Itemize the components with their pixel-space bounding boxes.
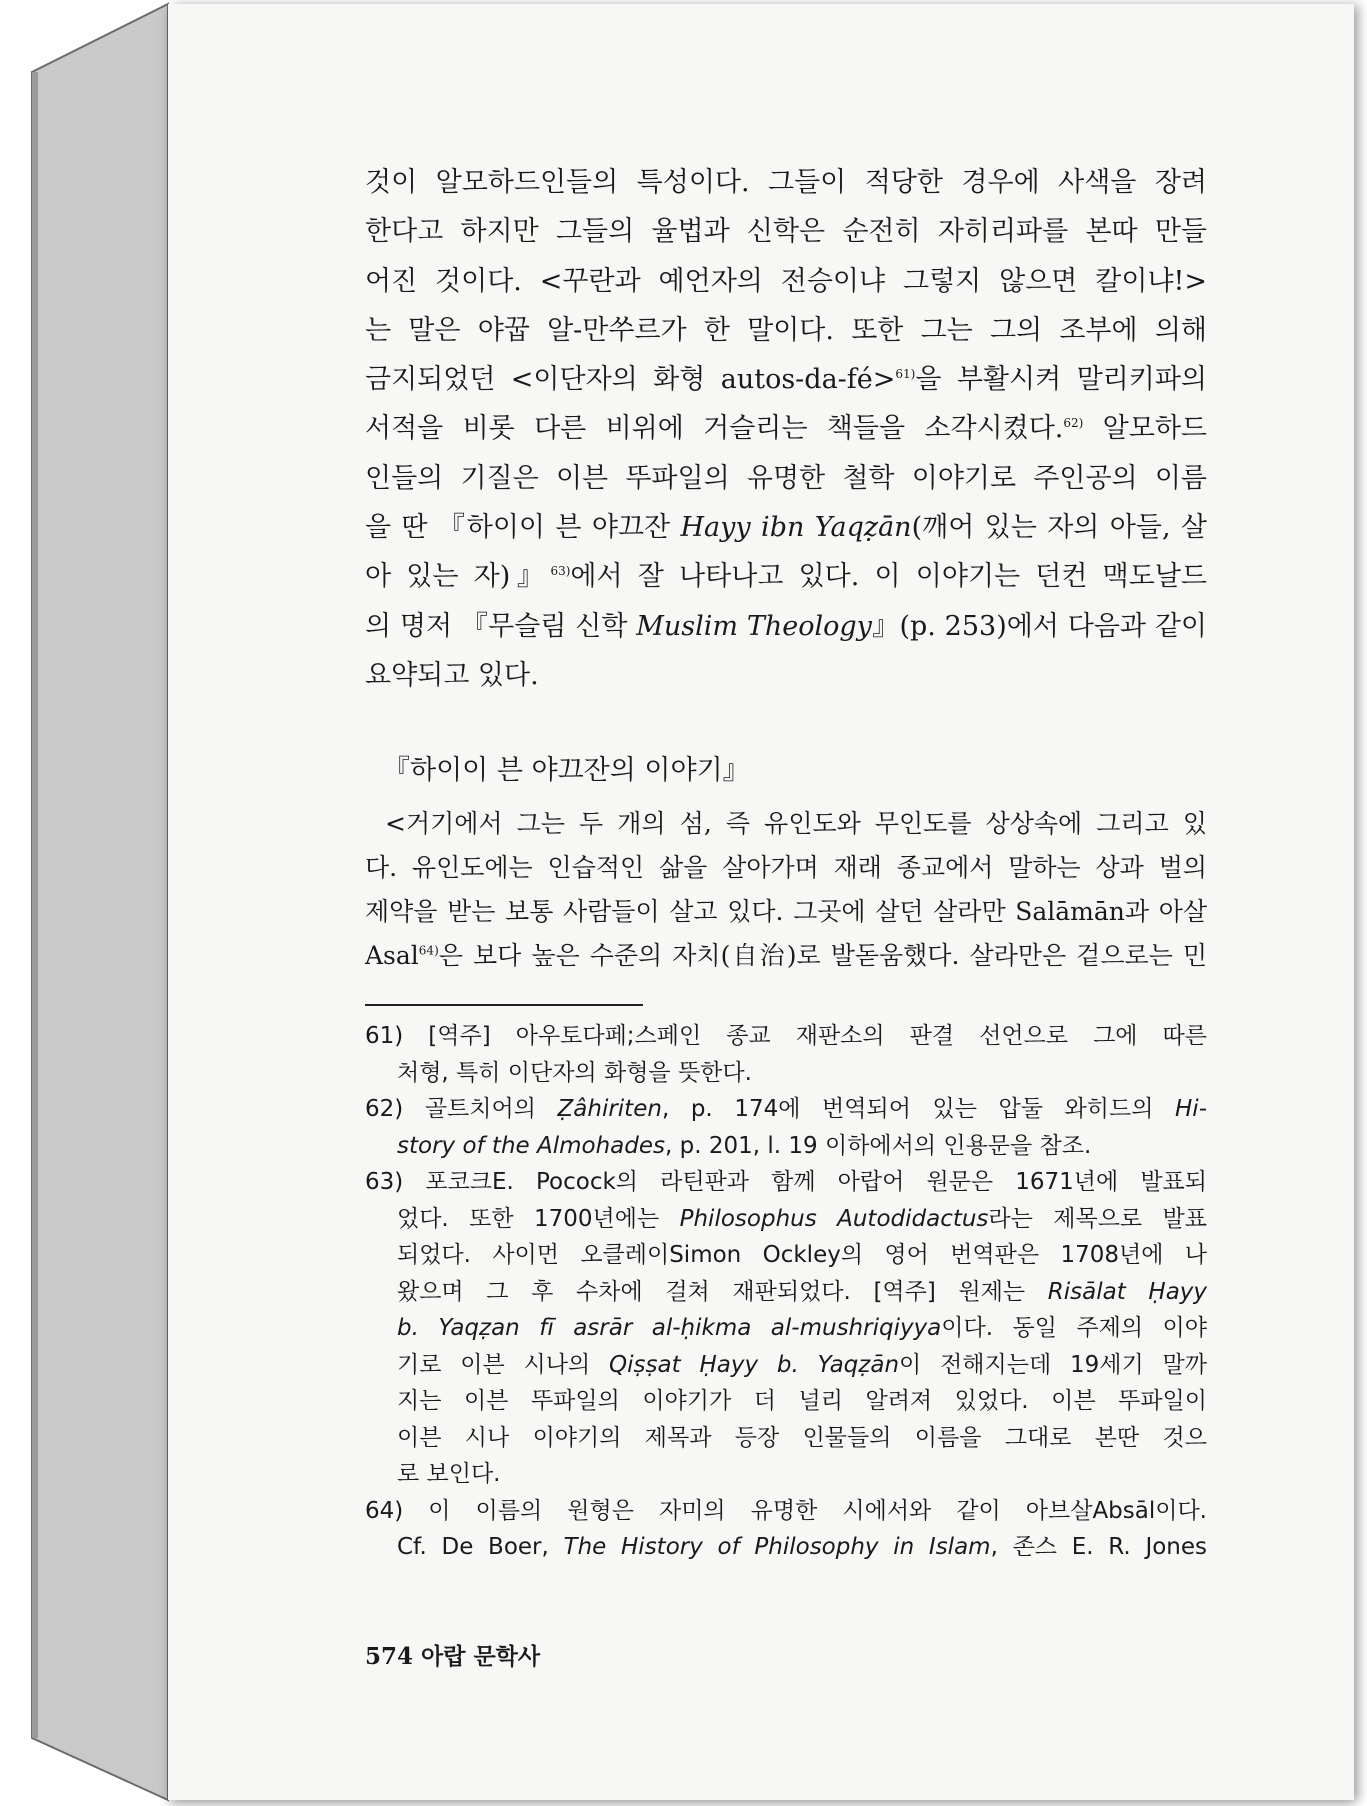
text-line: 는 말은 야꿉 알-만쑤르가 한 말이다. 또한 그는 그의 조부에 의해: [365, 314, 1207, 346]
text-line: 다. 유인도에는 인습적인 삶을 살아가며 재래 종교에서 말하는 상과 벌의: [365, 853, 1207, 882]
footnotes: [365, 1018, 1207, 1566]
text-line: 제약을 받는 보통 사람들이 살고 있다. 그곳에 살던 살라만 Salāmān과 아살: [365, 897, 1207, 926]
footnote-divider: [365, 1004, 643, 1006]
footnote-61-cont: 처형, 특히 이단자의 화형을 뜻한다.: [397, 1059, 752, 1086]
footnote-63-cont: 이븐 시나 이야기의 제목과 등장 인물들의 이름을 그대로 본딴 것으: [397, 1424, 1207, 1451]
text-line: 요약되고 있다.: [365, 659, 539, 691]
footnote-64: 64) 이 이름의 원형은 자미의 유명한 시에서와 같이 아브살Absāl이다.: [365, 1497, 1207, 1524]
body-paragraph: [365, 158, 1207, 700]
text-line: <거기에서 그는 두 개의 섬, 즉 유인도와 무인도를 상상속에 그리고 있: [385, 809, 1207, 838]
text-line: 을 딴 『하이이 븐 야끄잔 Hayy ibn Yaqẓān(깨어 있는 자의 아들, 살: [365, 512, 1207, 544]
footnote-62-cont: story of the Almohades, p. 201, l. 19 이하에서의 인용문을 참조.: [397, 1132, 1092, 1159]
book-page: [168, 4, 1354, 1800]
footnote-63-cont: 지는 이븐 뚜파일의 이야기가 더 널리 알려져 있었다. 이븐 뚜파일이: [397, 1388, 1207, 1414]
footnote-ref: 63): [550, 564, 571, 579]
text-line: 인들의 기질은 이븐 뚜파일의 유명한 철학 이야기로 주인공의 이름: [365, 462, 1207, 494]
footnote-63-cont: 되었다. 사이먼 오클레이Simon Ockley의 영어 번역판은 1708년에 나: [397, 1242, 1207, 1268]
footnote-64-cont: Cf. De Boer, The History of Philosophy in Islam, 존스 E. R. Jones: [397, 1534, 1208, 1560]
footnote-63-cont: 왔으며 그 후 수차에 걸쳐 재판되었다. [역주] 원제는 Risālat Ḥayy: [397, 1278, 1208, 1305]
page-footer: 574 아랍 문학사: [365, 1643, 541, 1670]
text-line: 서적을 비롯 다른 비위에 거슬리는 책들을 소각시켰다.$^{62)}$ 알모하드: [365, 413, 1207, 445]
footnote-62: 62) 골트치어의 Ẓâhiriten, p. 174에 번역되어 있는 압둘 와히드의 Hi-: [365, 1096, 1207, 1122]
text-line: 의 명저 『무슬림 신학 Muslim Theology』(p. 253)에서 다음과 같이: [365, 610, 1207, 642]
footnote-63-cont: 기로 이븐 시나의 Qiṣṣat Ḥayy b. Yaqẓān이 전해지는데 19세기 말까: [397, 1351, 1207, 1378]
footnote-63-cont: b. Yaqẓan fī asrār al-ḥikma al-mushriqiyya이다. 동일 주제의 이야: [397, 1315, 1207, 1341]
footnote-63-cont: 었다. 또한 1700년에는 Philosophus Autodidactus라는 제목으로 발표: [397, 1205, 1207, 1232]
section-title: 『하이이 븐 야끄잔의 이야기』: [383, 755, 750, 786]
footnote-ref: 62): [1063, 416, 1084, 431]
page-content: [365, 158, 1208, 1670]
text-line: Asal$^{64)}$은 보다 높은 수준의 자치(自治)로 발돋움했다. 살라만은 겉으로는 민: [365, 941, 1207, 970]
footnote-63-cont: 로 보인다.: [397, 1461, 501, 1487]
text-line: 한다고 하지만 그들의 율법과 신학은 순전히 자히리파를 본따 만들: [365, 216, 1207, 248]
footnote-ref: 64): [418, 943, 439, 958]
text-line: 것이 알모하드인들의 특성이다. 그들이 적당한 경우에 사색을 장려: [365, 167, 1207, 198]
text-line: 금지되었던 <이단자의 화형 autos-da-fé>$^{61)}$을 부활시켜 말리키파의: [365, 364, 1207, 396]
footnote-61: 61) [역주] 아우토다페;스페인 종교 재판소의 판결 선언으로 그에 따른: [365, 1023, 1207, 1049]
text-line: 아 있는 자)』$^{63)}$에서 잘 나타나고 있다. 이 이야기는 던컨 맥도날드: [365, 561, 1207, 593]
footnote-ref: 61): [895, 367, 916, 382]
story-paragraph: [365, 802, 1207, 978]
footnote-63: 63) 포코크E. Pocock의 라틴판과 함께 아랍어 원문은 1671년에 발표되: [365, 1169, 1207, 1195]
text-line: 어진 것이다. <꾸란과 예언자의 전승이냐 그렇지 않으면 칼이냐!>: [365, 265, 1207, 297]
